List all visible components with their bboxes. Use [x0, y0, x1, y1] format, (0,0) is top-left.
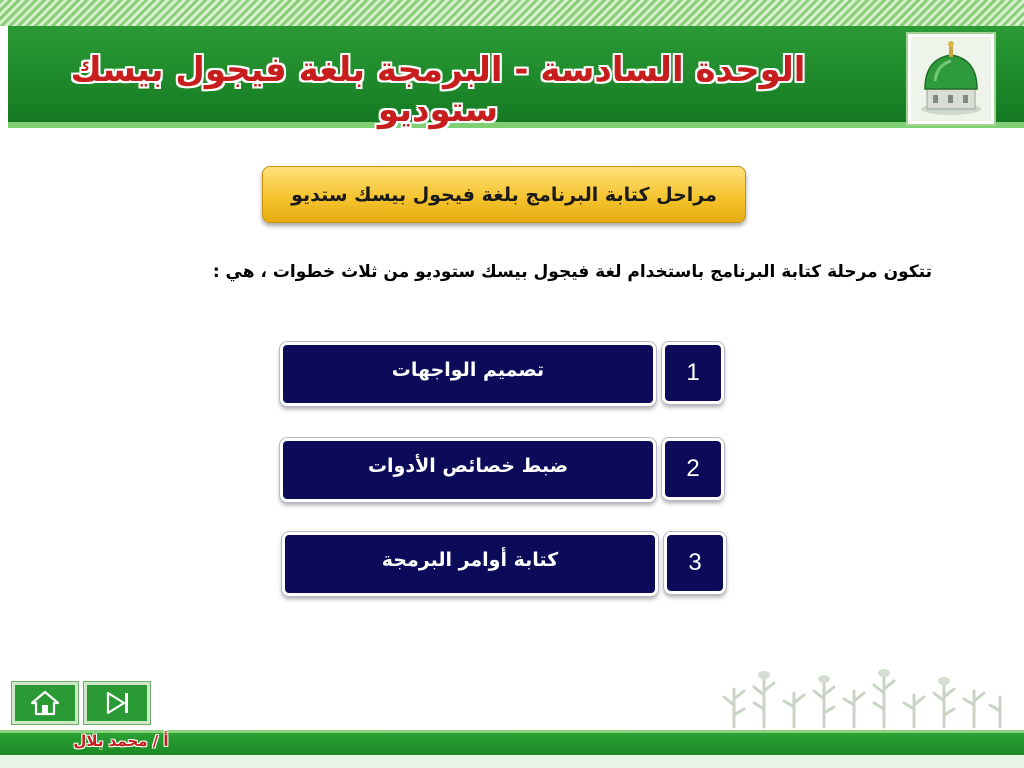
step-1-number: 1	[686, 359, 700, 386]
step-3-box[interactable]	[282, 532, 658, 596]
step-1-label: تصميم الواجهات	[391, 359, 545, 381]
mosque-dome-icon	[911, 37, 991, 121]
step-1-box[interactable]	[280, 342, 656, 406]
step-3-label: كتابة أوامر البرمجة	[381, 549, 559, 571]
home-button[interactable]	[12, 682, 78, 724]
footer-strip	[0, 755, 1024, 768]
step-2-box[interactable]	[280, 438, 656, 502]
step-2-number: 2	[686, 455, 700, 482]
page-title: الوحدة السادسة - البرمجة بلغة فيجول بيسك ستوديو	[70, 50, 806, 130]
section-heading: مراحل كتابة البرنامج بلغة فيجول بيسك ستديو	[291, 183, 717, 206]
next-button[interactable]	[84, 682, 150, 724]
step-3-number-box[interactable]	[664, 532, 726, 594]
author-name: أ / محمد بلال	[73, 732, 169, 750]
header-hatch-strip	[0, 0, 1024, 26]
logo	[908, 34, 994, 124]
next-icon	[102, 690, 132, 716]
decorative-plants	[720, 665, 1010, 730]
home-icon	[30, 690, 60, 716]
section-heading-badge	[262, 166, 746, 223]
intro-text: تتكون مرحلة كتابة البرنامج باستخدام لغة فيجول بيسك ستوديو من ثلاث خطوات ، هي :	[212, 262, 932, 282]
step-2-number-box[interactable]	[662, 438, 724, 500]
step-3-number: 3	[688, 549, 702, 576]
step-2-label: ضبط خصائص الأدوات	[367, 455, 569, 477]
step-1-number-box[interactable]	[662, 342, 724, 404]
header-banner	[8, 26, 1024, 128]
